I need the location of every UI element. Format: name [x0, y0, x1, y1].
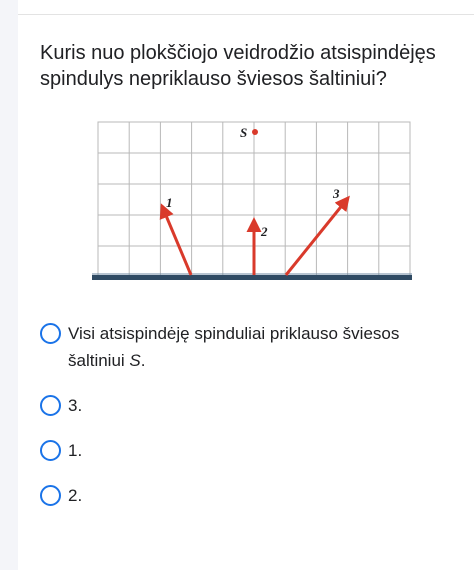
- source-label: S: [240, 125, 248, 140]
- answer-option-label: 3.: [68, 396, 83, 415]
- answer-option-2[interactable]: [40, 482, 438, 509]
- ray-3-label: 3: [333, 186, 340, 201]
- ray-3: [286, 198, 348, 275]
- radio-circle-icon[interactable]: [40, 323, 61, 344]
- mirror-surface: [92, 275, 412, 280]
- answer-option-3[interactable]: [40, 392, 438, 419]
- left-sidebar-strip: [0, 0, 18, 570]
- answer-option-label: 2.: [68, 486, 83, 505]
- answer-option-label: Visi atsispindėję spinduliai priklauso šviesos šaltiniui S.: [68, 324, 400, 370]
- radio-circle-icon[interactable]: [40, 440, 61, 461]
- answer-option-1[interactable]: [40, 437, 438, 464]
- radio-circle-icon[interactable]: [40, 485, 61, 506]
- radio-circle-icon[interactable]: [40, 395, 61, 416]
- ray-1: [162, 206, 191, 275]
- top-divider: [18, 14, 474, 15]
- ray-1-label: 1: [166, 195, 173, 210]
- answer-option-label: 1.: [68, 441, 83, 460]
- question-text: Kuris nuo plokščiojo veidrodžio atsispindėjęs spindulys nepriklauso šviesos šaltiniui?: [40, 42, 436, 90]
- answer-option-all[interactable]: [40, 320, 438, 374]
- mirror-diagram: [90, 118, 420, 283]
- source-dot: [252, 129, 258, 135]
- ray-2-label: 2: [261, 224, 268, 239]
